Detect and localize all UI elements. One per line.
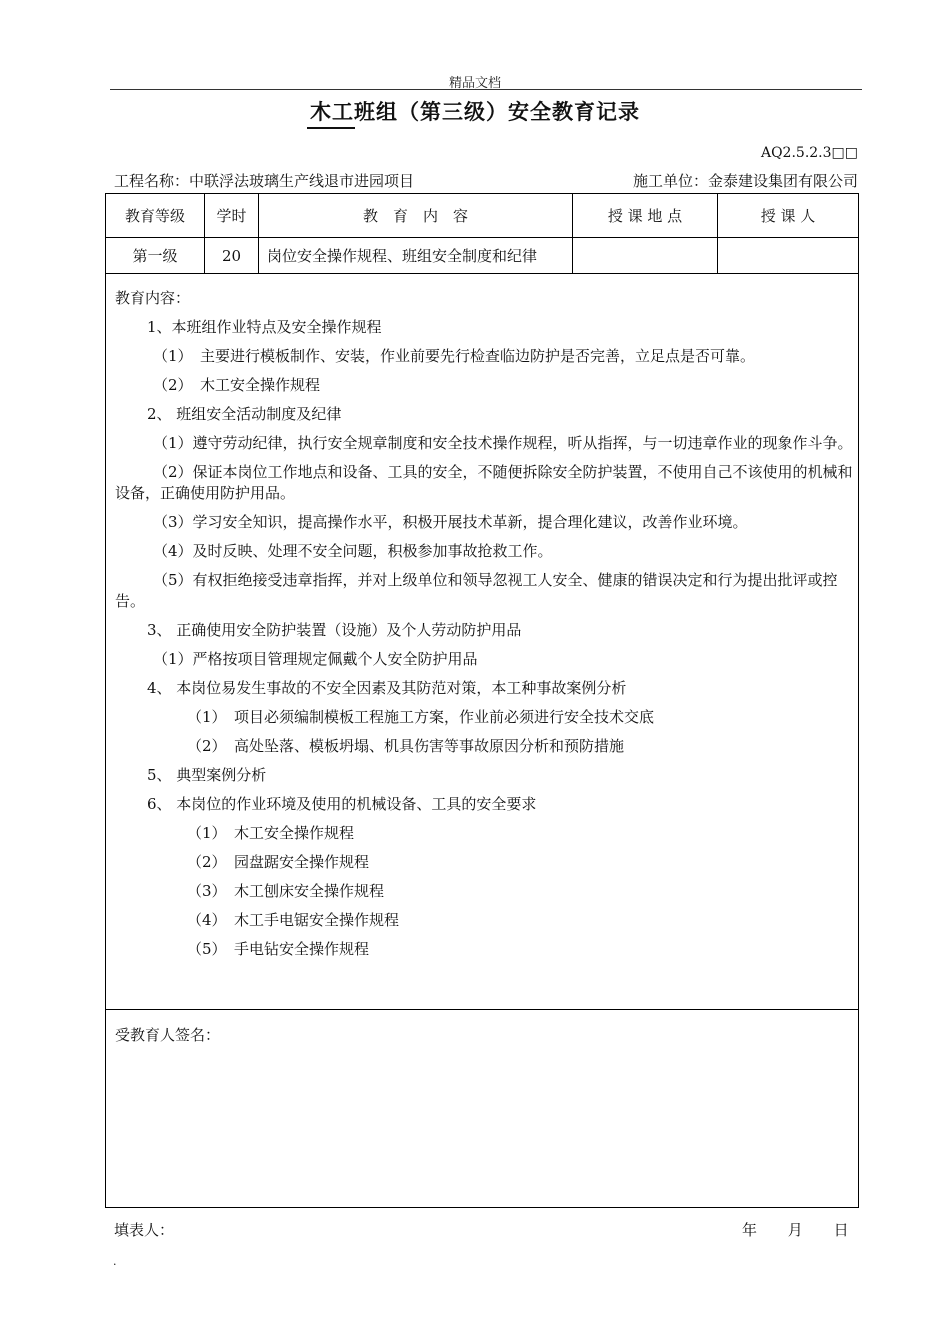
list-item: （2） 木工安全操作规程 [153,376,321,394]
signature-label: 受教育人签名： [115,1026,221,1044]
list-item: （1） 主要进行模板制作、安装，作业前要先行检查临边防护是否完善，立足点是否可靠。 [153,347,756,365]
filler-label: 填表人： [114,1221,175,1239]
project-name: 工程名称：中联浮法玻璃生产线退市进园项目 [114,172,415,190]
list-item: 1、本班组作业特点及安全操作规程 [147,318,382,336]
cell-hours: 20 [205,238,259,274]
table-row [106,238,859,274]
list-item: （2） 高处坠落、模板坍塌、机具伤害等事故原因分析和预防措施 [187,737,625,755]
header-hours: 学时 [205,194,259,238]
cell-content: 岗位安全操作规程、班组安全制度和纪律 [259,238,573,274]
list-item: （1） 木工安全操作规程 [187,824,355,842]
list-item: （3）学习安全知识，提高操作水平，积极开展技术革新，提合理化建议，改善作业环境。 [153,513,748,531]
list-item: （1）遵守劳动纪律，执行安全规章制度和安全技术操作规程，听从指挥，与一切违章作业的现象作斗争。 [153,434,853,452]
document-code: AQ2.5.2.3□□ [760,145,858,161]
education-record-form [105,193,859,1208]
cell-level: 第一级 [106,238,205,274]
table-header-row [106,194,859,238]
list-item: （5） 手电钻安全操作规程 [187,940,370,958]
list-item: 5、 典型案例分析 [147,766,267,784]
list-item: （3） 木工刨床安全操作规程 [187,882,385,900]
header-content: 教 育 内 容 [259,194,573,238]
footer-dot: . [113,1255,117,1268]
summary-table [105,193,859,274]
list-item: 6、 本岗位的作业环境及使用的机械设备、工具的安全要求 [147,795,537,813]
date-day-label: 日 [833,1221,849,1239]
header-rule [110,89,862,90]
list-item: （5）有权拒绝接受违章指挥，并对上级单位和领导忽视工人安全、健康的错误决定和行为提出批评或控告。 [115,571,838,610]
construction-unit: 施工单位：金泰建设集团有限公司 [632,172,858,190]
header-level: 教育等级 [106,194,205,238]
date-month-label: 月 [787,1221,803,1239]
list-item: （2） 园盘踞安全操作规程 [187,853,370,871]
list-item: 3、 正确使用安全防护装置（设施）及个人劳动防护用品 [147,621,522,639]
header-location: 授 课 地 点 [573,194,718,238]
header-instructor: 授 课 人 [718,194,859,238]
list-item: 2、 班组安全活动制度及纪律 [147,405,342,423]
list-item: 4、 本岗位易发生事故的不安全因素及其防范对策，本工种事故案例分析 [147,679,627,697]
list-item: （1）严格按项目管理规定佩戴个人安全防护用品 [153,650,478,668]
cell-location [573,238,718,274]
cell-instructor [718,238,859,274]
date-field [742,1219,875,1240]
education-content [115,288,853,968]
list-item: （4） 木工手电锯安全操作规程 [187,911,400,929]
list-item: （1） 项目必须编制模板工程施工方案，作业前必须进行安全技术交底 [187,708,655,726]
education-content-section [106,274,858,1010]
page-title: 木工班组（第三级）安全教育记录 [310,99,640,124]
list-item: （2）保证本岗位工作地点和设备、工具的安全，不随便拆除安全防护装置，不使用自己不该使用的机械和设备，正确使用防护用品。 [115,463,853,502]
date-year-label: 年 [742,1221,758,1239]
list-item: （4）及时反映、处理不安全问题，积极参加事故抢救工作。 [153,542,553,560]
content-heading: 教育内容： [115,289,191,307]
title-underline [307,127,355,129]
header-watermark-text: 精品文档 [448,76,501,91]
